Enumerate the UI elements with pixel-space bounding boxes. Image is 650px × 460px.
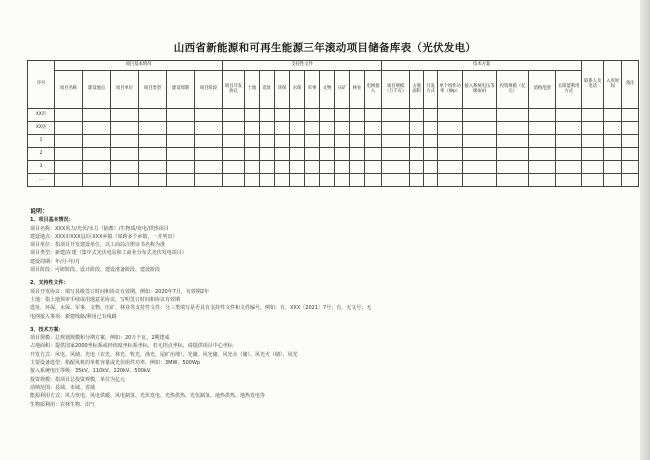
col-solar-use: 太阳能利用方式 xyxy=(556,71,582,109)
notes-section xyxy=(30,208,610,409)
col-mining: 压矿 xyxy=(335,71,350,109)
group-basic: 项目基本情况 xyxy=(55,61,223,71)
col-build-period: 建设周期 xyxy=(167,71,195,109)
row-label: 3 xyxy=(28,161,55,174)
col-scale: 项目规模（万千瓦） xyxy=(382,71,410,109)
note-line: 生物质利用：农林生物、沼气 xyxy=(30,401,96,408)
table-row xyxy=(28,135,639,148)
col-entry-time: 入库时间 xyxy=(604,61,622,109)
notes-s3-title: 3、技术方案： xyxy=(30,326,64,333)
note-line: 土地：指土地预审手续或用地意见协议，写明签订时间和协议有效期 xyxy=(30,296,181,303)
notes-s2-title: 2、支持性文件： xyxy=(30,280,69,287)
header-row-columns xyxy=(28,71,639,109)
col-forestry: 林业 xyxy=(350,71,365,109)
note-line: 建设周期：年/月-年/月 xyxy=(30,258,81,265)
note-line: 项目开发协议：填写县级签订时间和协议有效期，例如：2020年7月，有效期2年 xyxy=(30,288,210,295)
table-row xyxy=(28,174,639,187)
row-label: 1 xyxy=(28,135,55,148)
col-investment: 投资规模（亿元） xyxy=(497,71,529,109)
col-project-type: 项目类型 xyxy=(139,71,167,109)
table-row xyxy=(28,122,639,135)
note-line: 占地面积：提供国家2000坐标系或经纬度坐标系坐标，若无拐点坐标，请提供项目中心坐标 xyxy=(30,343,233,350)
note-line: 项目单位：指项目开发建设单位，以工商局注册证书名称为准 xyxy=(30,242,166,249)
header-row-groups xyxy=(28,61,639,71)
serial-header: 序号 xyxy=(28,61,55,109)
col-remarks: 备注 xyxy=(622,61,639,109)
note-line: 项目阶段：可研阶段、设计阶段、建设准备阶段、建设阶段 xyxy=(30,267,161,274)
notes-heading: 说明： xyxy=(30,208,49,215)
col-project-stage: 项目阶段 xyxy=(195,71,223,109)
note-line: 投资规模：指项目总投资规模，单位为亿元 xyxy=(30,376,126,383)
col-water: 水保 xyxy=(290,71,305,109)
table-row xyxy=(28,148,639,161)
note-line: 接入系统电压等级：35kV、110kV、220kV、500kV xyxy=(30,368,151,375)
col-dev-mode: 开发方式 xyxy=(424,71,438,109)
col-military: 军事 xyxy=(305,71,320,109)
note-line: 建设地点：XXX市XXX县/区XXX乡镇（如跨多个乡镇，一并列出） xyxy=(30,233,178,240)
col-location: 建设地点 xyxy=(83,71,111,109)
group-tech: 技术方案 xyxy=(382,61,582,71)
col-module-power: 单个组件功率（Wp） xyxy=(438,71,463,109)
group-support: 支持性文件 xyxy=(223,61,382,71)
table-row xyxy=(28,109,639,122)
note-line: 主要设备选型：指配风机的单机容量或光伏组件功率，例如：3MW、500Wp xyxy=(30,360,201,367)
note-line: 开发方式：风电、风储、光电（农光、林光、牧光、渔光、尾矿治理）、光储、风光储、风光水（储）、风光火（储）、风光 xyxy=(30,351,298,358)
note-line: 电网接入事项：新建线路/利用已有线路 xyxy=(30,313,117,320)
col-area: 占地面积 xyxy=(410,71,424,109)
col-env: 环保 xyxy=(275,71,290,109)
note-line: 能源利用方式：风力发电、风电供暖、风电制氢、光伏发电、光热供热、光伏制氢、地热供热、地热发电等 xyxy=(30,393,266,400)
col-land: 土地 xyxy=(245,71,260,109)
col-project-unit: 项目单位 xyxy=(111,71,139,109)
note-line: 项目类型：新建/在建（集中式光伏电站和工商业分布式光伏发电项目） xyxy=(30,250,187,257)
col-contact: 联系人及电话 xyxy=(582,61,604,109)
table-row xyxy=(28,161,639,174)
note-line: 项目规模：总规划规模和分期方案，例如：20万千瓦，2期建成 xyxy=(30,335,170,342)
col-consumption: 消纳范围 xyxy=(529,71,556,109)
scan-edge xyxy=(640,0,650,460)
note-line: 项目名称：XXX风力/光伏/水力（抽蓄）/生物质/发电/供热项目 xyxy=(30,225,169,232)
notes-s1-title: 1、项目基本情况： xyxy=(30,217,74,224)
page-title: 山西省新能源和可再生能源三年滚动项目储备库表（光伏发电） xyxy=(173,42,477,54)
col-relics: 文物 xyxy=(320,71,335,109)
row-label: XX县 xyxy=(28,122,55,135)
col-dev-agreement: 项目开发协议 xyxy=(223,71,245,109)
note-line: 消纳范围：县域、市域、省域 xyxy=(30,384,96,391)
project-table xyxy=(27,60,639,187)
note-line: 选址、环保、水保、军事、文物、压矿、林业等支持性文件：分三类填写是否具有支持性文件和文件编号，例如：有，XXX〔2021〕7号；有，无文号；无 xyxy=(30,305,372,312)
col-grid: 电网接入 xyxy=(365,71,382,109)
row-label: XX市 xyxy=(28,109,55,122)
row-label: ... xyxy=(28,174,55,187)
col-project-name: 项目名称 xyxy=(55,71,83,109)
col-voltage: 接入系统电压等级(kV) xyxy=(463,71,497,109)
col-site: 选址 xyxy=(260,71,275,109)
row-label: 2 xyxy=(28,148,55,161)
